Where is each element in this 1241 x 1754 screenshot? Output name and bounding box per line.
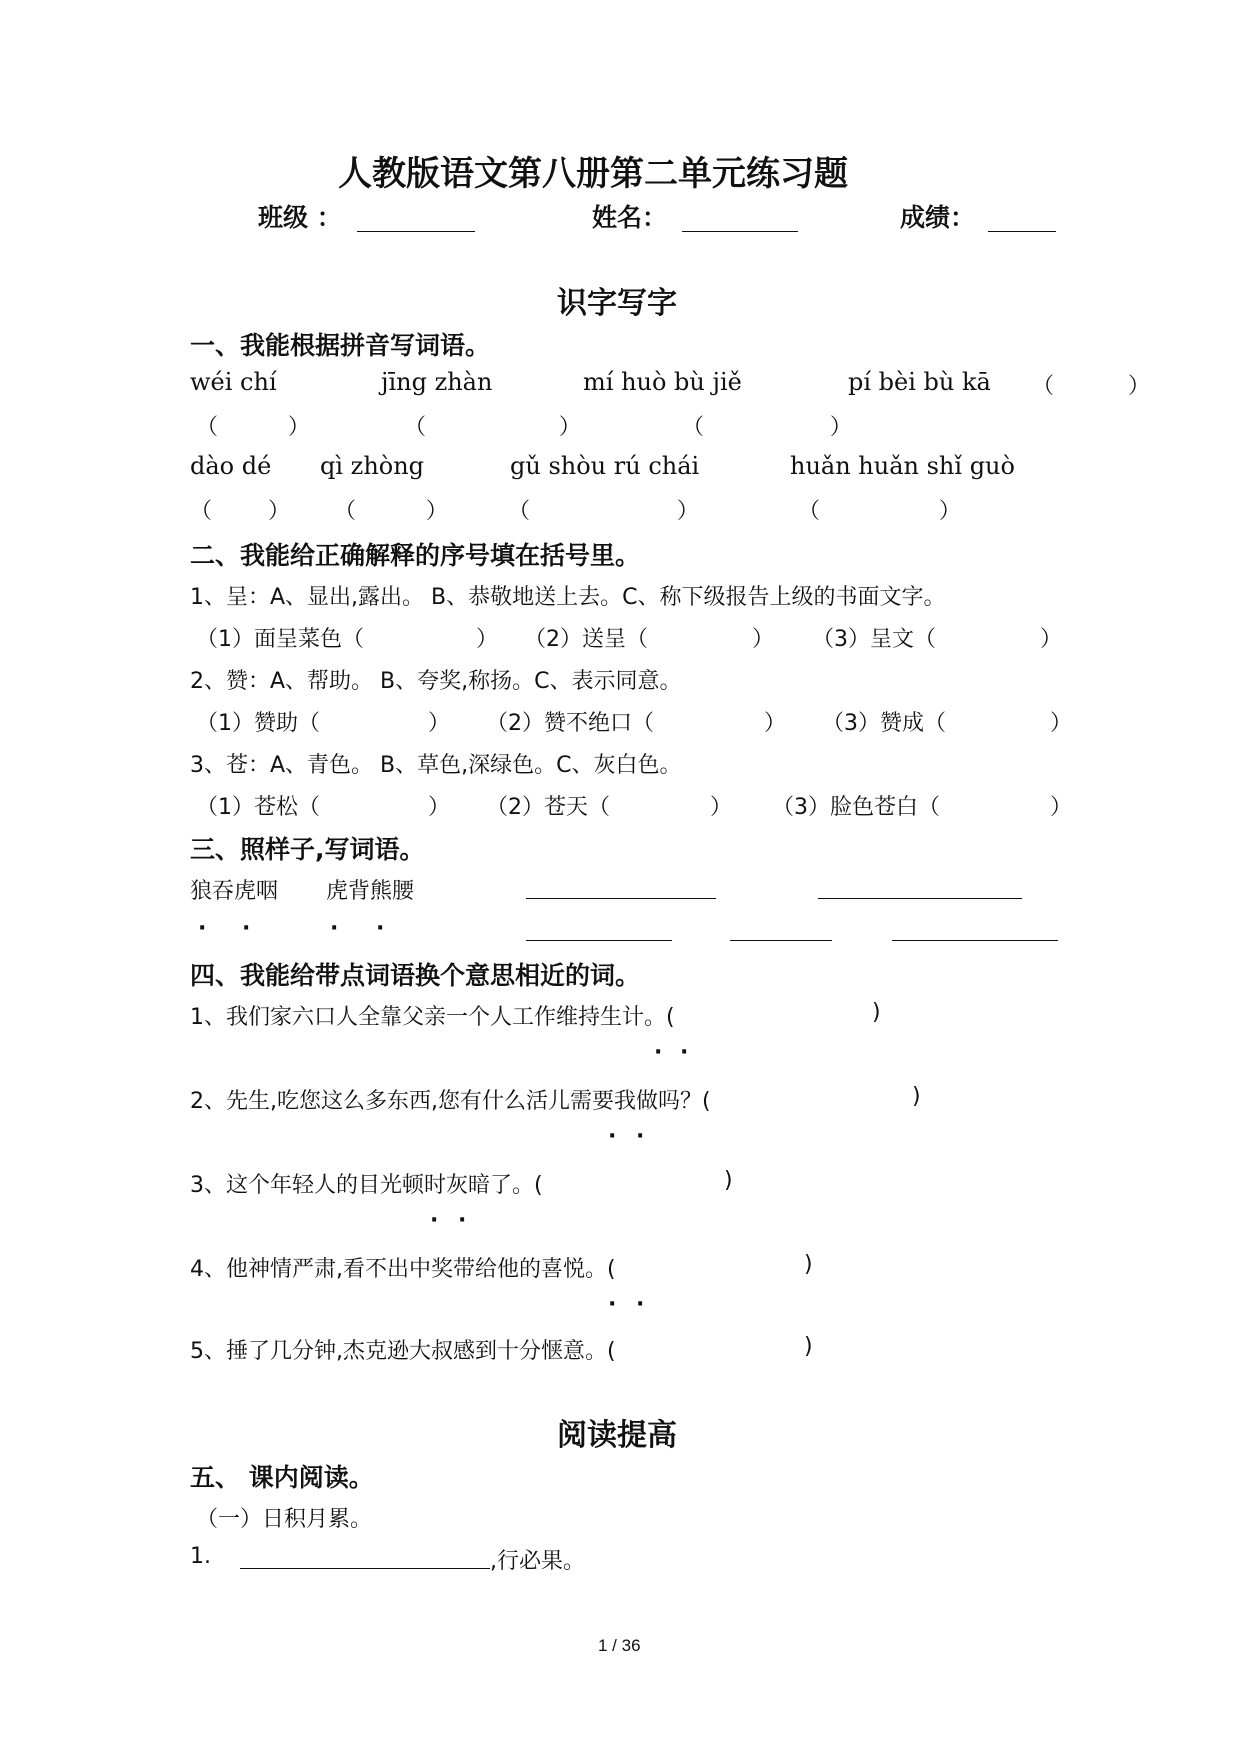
q3-blank[interactable] [818,898,1022,899]
answer-paren-row2[interactable]: （ ） [334,499,448,524]
q3-example-1: 狼吞虎咽 [190,879,279,904]
section-title-literacy: 识字写字 [557,286,677,321]
pinyin-5: dào dé [190,452,272,480]
q3-blank[interactable] [526,940,672,941]
q4-heading: 四、我能给带点词语换个意思相近的词。 [190,961,641,990]
answer-paren-row2[interactable]: （ ） [190,499,290,524]
page-number: 1 / 36 [598,1636,641,1655]
q2-option: （1）面呈菜色（ [196,627,364,652]
q2-option: （3）脸色苍白（ [772,795,940,820]
q2-heading: 二、我能给正确解释的序号填在括号里。 [190,541,641,570]
answer-paren-close[interactable]: ) [872,1000,881,1025]
pinyin-4: pí bèi bù kā [848,368,991,396]
emphasis-dots: · [430,1208,439,1233]
q3-blank[interactable] [730,940,832,941]
q2-option: （3）赞成（ [822,711,946,736]
pinyin-6: qì zhòng [320,452,425,480]
emphasis-dots: · [608,1124,617,1149]
emphasis-dots: · [242,916,251,941]
score-label: 成绩： [900,203,976,232]
q2-option: （1）赞助（ [196,711,320,736]
class-blank[interactable] [357,231,475,232]
answer-paren-close[interactable]: ) [804,1252,813,1277]
emphasis-dots: · [680,1040,689,1065]
q2-option: （2）赞不绝口（ [486,711,654,736]
answer-paren-close: ） [1128,374,1151,399]
emphasis-dots: · [458,1208,467,1233]
document-title: 人教版语文第八册第二单元练习题 [338,154,848,194]
emphasis-dots: · [636,1124,645,1149]
q4-sentence: 1、我们家六口人全靠父亲一个人工作维持生计。( [190,1005,675,1030]
answer-paren-close[interactable]: ） [1040,627,1063,652]
answer-paren-close[interactable]: ） [1050,795,1073,820]
section-title-reading: 阅读提高 [557,1418,677,1453]
q4-sentence: 4、他神情严肃,看不出中奖带给他的喜悦。( [190,1257,616,1282]
q2-option: （3）呈文（ [812,627,936,652]
emphasis-dots: · [608,1292,617,1317]
answer-paren-close[interactable]: ） [764,711,787,736]
pinyin-8: huǎn huǎn shǐ guò [790,452,1015,480]
answer-paren-row1[interactable]: （ ） [404,415,581,440]
answer-paren-close[interactable]: ) [804,1334,813,1359]
q2-definition: 3、苍：A、青色。 B、草色,深绿色。C、灰白色。 [190,753,682,778]
pinyin-7: gǔ shòu rú chái [510,452,700,480]
emphasis-dots: · [376,916,385,941]
emphasis-dots: · [330,916,339,941]
answer-paren-close[interactable]: ） [752,627,775,652]
answer-paren-row2[interactable]: （ ） [508,499,699,524]
emphasis-dots: · [198,916,207,941]
answer-paren-row1[interactable]: （ ） [196,415,310,440]
q5-blank[interactable] [240,1568,490,1569]
q3-heading: 三、照样子,写词语。 [190,835,425,864]
score-blank[interactable] [988,231,1056,232]
answer-paren-row2[interactable]: （ ） [798,499,961,524]
pinyin-3: mí huò bù jiě [583,368,742,396]
q5-item-tail: ,行必果。 [490,1549,585,1574]
q2-option: （2）苍天（ [486,795,610,820]
q5-item-number: 1. [190,1544,211,1569]
answer-paren-close[interactable]: ) [724,1168,733,1193]
name-blank[interactable] [682,231,798,232]
pinyin-2: jīng zhàn [381,368,493,396]
answer-paren-close[interactable]: ） [710,795,733,820]
emphasis-dots: · [636,1292,645,1317]
q3-blank[interactable] [526,898,716,899]
answer-paren-row1[interactable]: （ ） [682,415,852,440]
answer-paren-close[interactable]: ） [428,711,451,736]
class-label: 班级 ： [258,203,342,232]
pinyin-1: wéi chí [190,368,277,396]
q4-sentence: 3、这个年轻人的目光顿时灰暗了。( [190,1173,543,1198]
q1-heading: 一、我能根据拼音写词语。 [190,331,491,360]
q3-example-2: 虎背熊腰 [326,879,415,904]
q2-option: （2）送呈（ [524,627,648,652]
q5-subheading: （一）日积月累。 [196,1507,373,1532]
q2-option: （1）苍松（ [196,795,320,820]
q4-sentence: 5、捶了几分钟,杰克逊大叔感到十分惬意。( [190,1339,616,1364]
name-label: 姓名： [592,203,668,232]
q3-blank[interactable] [892,940,1058,941]
q2-definition: 1、呈：A、显出,露出。 B、恭敬地送上去。C、称下级报告上级的书面文字。 [190,585,946,610]
answer-paren-close[interactable]: ） [1050,711,1073,736]
answer-paren-open[interactable]: （ [1032,374,1055,399]
answer-paren-close[interactable]: ） [476,627,499,652]
answer-paren-close[interactable]: ) [912,1084,921,1109]
answer-paren-close[interactable]: ） [428,795,451,820]
q5-heading: 五、 课内阅读。 [190,1463,374,1492]
q2-definition: 2、赞：A、帮助。 B、夸奖,称扬。C、表示同意。 [190,669,682,694]
emphasis-dots: · [654,1040,663,1065]
q4-sentence: 2、先生,吃您这么多东西,您有什么活儿需要我做吗？( [190,1089,711,1114]
